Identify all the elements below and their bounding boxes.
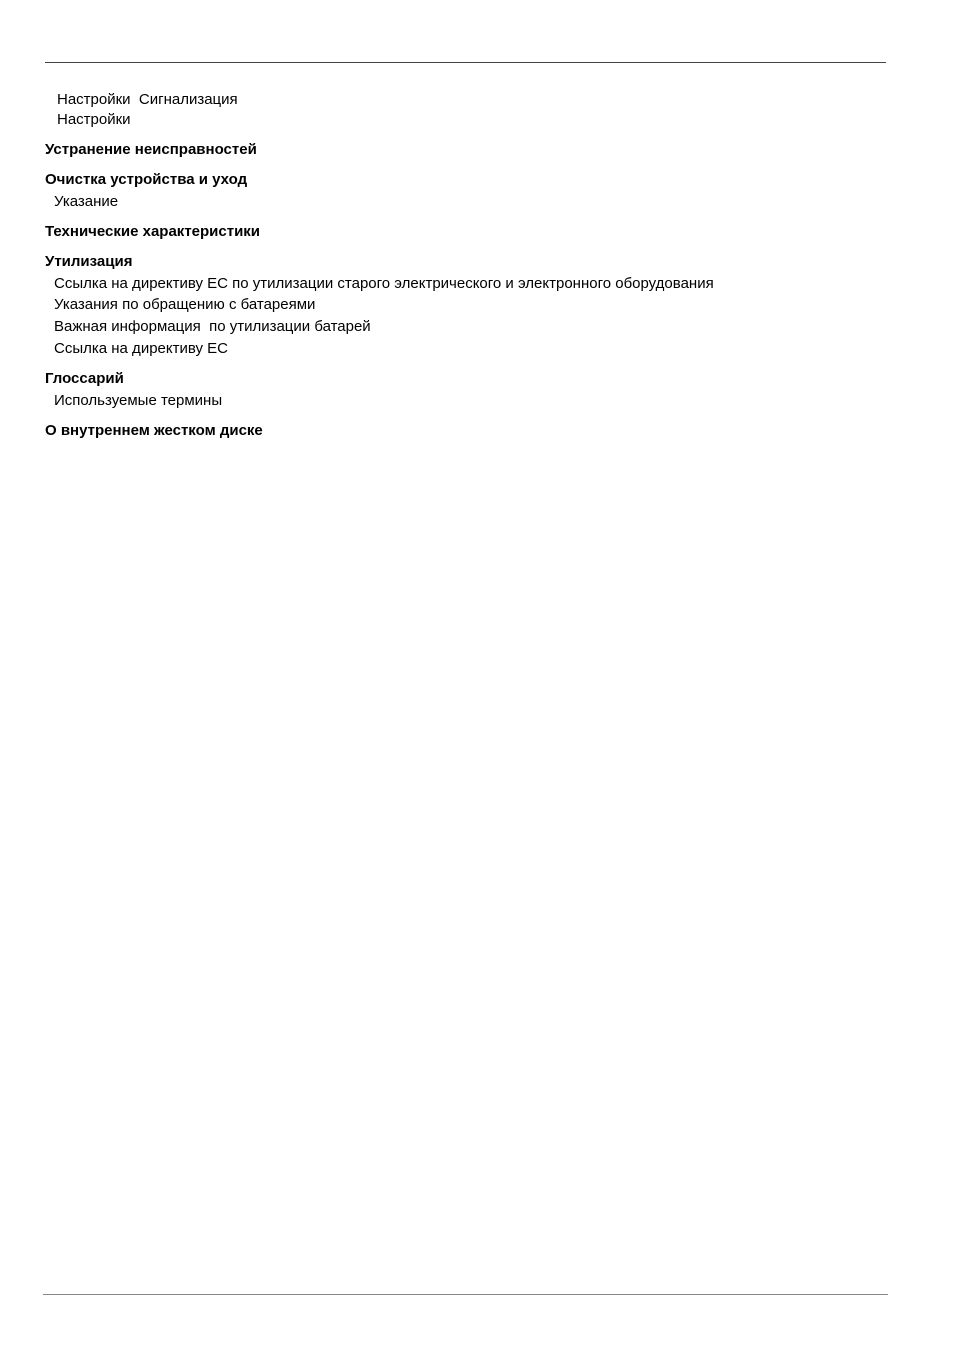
toc-entry-terms-used[interactable]: Используемые термины bbox=[54, 392, 223, 409]
toc-section-disposal[interactable]: Утилизация bbox=[45, 253, 133, 270]
toc-entry-battery-disposal-info[interactable]: Важная информация по утилизации батарей bbox=[54, 318, 371, 335]
footer-divider bbox=[43, 1294, 888, 1295]
toc-entry-settings[interactable]: Настройки bbox=[57, 111, 131, 128]
toc-entry-eu-directive[interactable]: Ссылка на директиву ЕС bbox=[54, 340, 229, 357]
toc-entry-note[interactable]: Указание bbox=[54, 193, 119, 210]
toc-section-glossary[interactable]: Глоссарий bbox=[45, 370, 124, 387]
header-divider bbox=[45, 62, 886, 63]
toc-section-specifications[interactable]: Технические характеристики bbox=[45, 223, 261, 240]
toc-section-cleaning-care[interactable]: Очистка устройства и уход bbox=[45, 171, 248, 188]
toc-entry-weee-directive[interactable]: Ссылка на директиву ЕС по утилизации старого электрического и электронного оборудования bbox=[54, 275, 714, 292]
toc-section-troubleshooting[interactable]: Устранение неисправностей bbox=[45, 141, 257, 158]
toc-section-internal-hdd[interactable]: О внутреннем жестком диске bbox=[45, 422, 263, 439]
toc-entry-settings-alarm[interactable]: Настройки Сигнализация bbox=[57, 91, 238, 108]
toc-entry-battery-handling[interactable]: Указания по обращению с батареями bbox=[54, 296, 316, 313]
